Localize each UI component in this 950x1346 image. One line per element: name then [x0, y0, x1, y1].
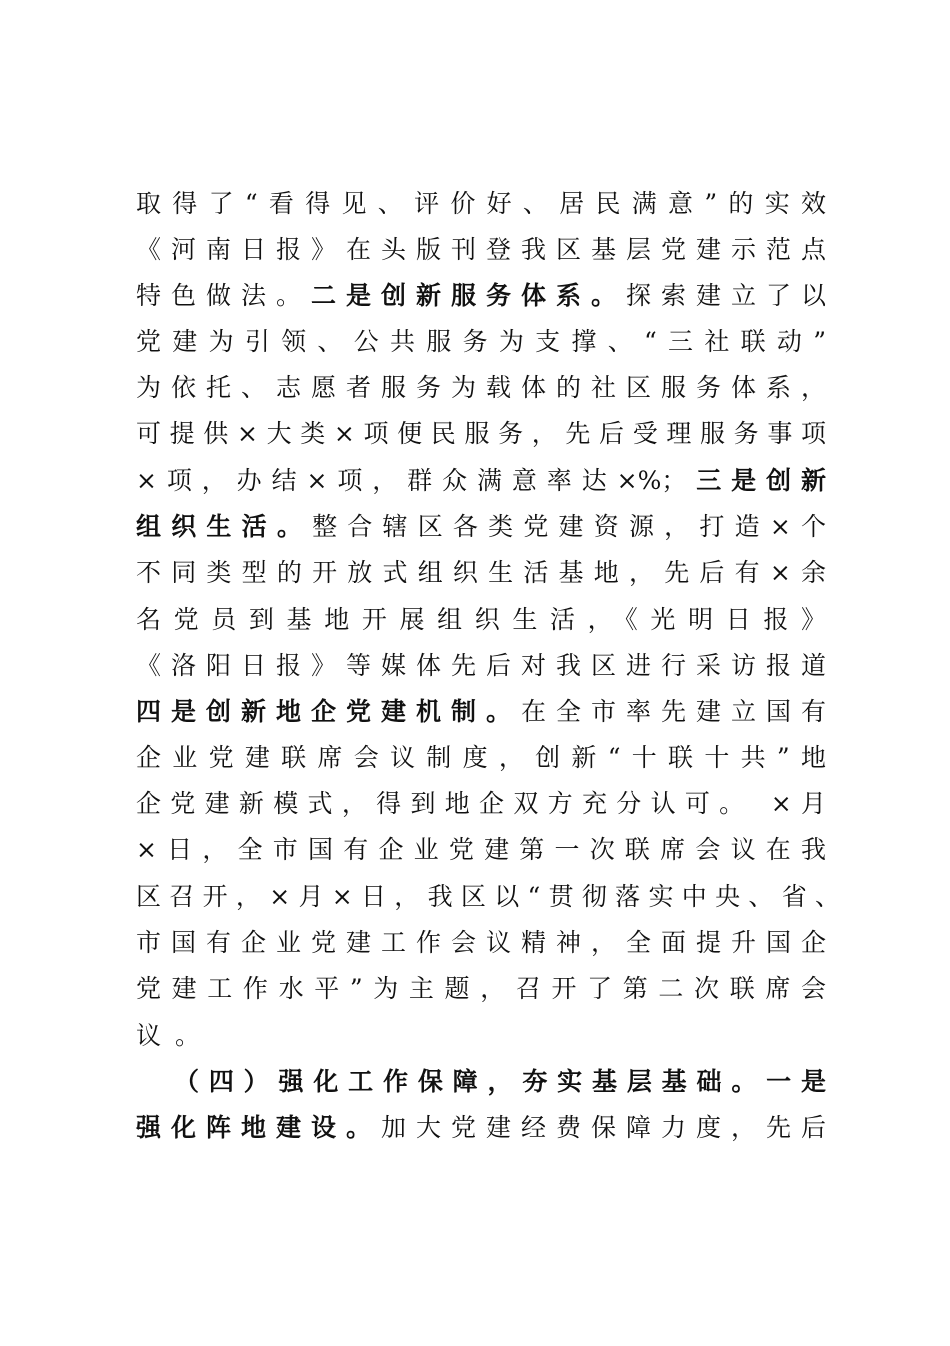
text-line: [136, 1016, 826, 1056]
text-run: 不同类型的开放式组织生活基地，先后有×余: [136, 558, 826, 587]
text-run: 《河南日报》在头版刊登我区基层党建示范点: [136, 235, 826, 264]
text-line: [136, 969, 826, 1009]
text-line: [136, 877, 840, 917]
text-run: 加大党建经费保障力度，先后: [381, 1113, 826, 1142]
bold-heading-run: 组织生活。: [136, 512, 313, 541]
text-line: [136, 461, 826, 501]
text-line: [136, 646, 826, 686]
text-run: 党建为引领、公共服务为支撑、“三社联动”: [136, 327, 826, 356]
text-run: 整合辖区各类党建资源，打造×个: [312, 512, 826, 541]
text-run: 为依托、志愿者服务为载体的社区服务体系，: [136, 373, 826, 402]
text-line: [136, 830, 826, 870]
bold-heading-run: 三是创新: [686, 466, 826, 495]
text-run: 《洛阳日报》等媒体先后对我区进行采访报道: [136, 651, 826, 680]
bold-heading-run: （四）强化工作保障，夯实基层基础。一是: [174, 1067, 826, 1096]
text-line: [136, 784, 826, 824]
text-run: 取得了“看得见、评价好、居民满意”的实效: [136, 189, 826, 218]
text-run: 在全市率先建立国有: [520, 697, 826, 726]
text-line: [136, 692, 826, 732]
text-line: [136, 738, 826, 778]
text-line: [136, 322, 826, 362]
text-line: [136, 923, 826, 963]
text-line: [136, 553, 826, 593]
text-line: [136, 276, 826, 316]
section-heading-line: [174, 1062, 826, 1102]
text-line: [136, 414, 826, 454]
text-run: ×日，全市国有企业党建第一次联席会议在我: [136, 835, 826, 864]
text-run: 议。: [136, 1021, 215, 1050]
text-line: [136, 368, 826, 408]
text-run: 企党建新模式，得到地企双方充分认可。 ×月: [136, 789, 826, 818]
text-run: ×项，办结×项，群众满意率达×%；: [136, 466, 687, 495]
bold-heading-run: 四是创新地企党建机制。: [136, 697, 521, 726]
bold-heading-run: 强化阵地建设。: [136, 1113, 381, 1142]
text-run: 探索建立了以: [625, 281, 826, 310]
text-run: 名党员到基地开展组织生活，《光明日报》: [136, 605, 826, 634]
text-line: [136, 184, 826, 224]
text-run: 特色做法。: [136, 281, 311, 310]
text-line: [136, 600, 826, 640]
text-run: 党建工作水平”为主题，召开了第二次联席会: [136, 974, 826, 1003]
text-line: [136, 230, 826, 270]
text-run: 市国有企业党建工作会议精神，全面提升国企: [136, 928, 826, 957]
text-line: [136, 1108, 826, 1148]
text-run: 区召开，×月×日，我区以“贯彻落实中央、省、: [136, 882, 840, 911]
bold-heading-run: 二是创新服务体系。: [311, 281, 626, 310]
text-run: 可提供×大类×项便民服务，先后受理服务事项: [136, 419, 826, 448]
text-line: [136, 507, 826, 547]
text-run: 企业党建联席会议制度，创新“十联十共”地: [136, 743, 826, 772]
